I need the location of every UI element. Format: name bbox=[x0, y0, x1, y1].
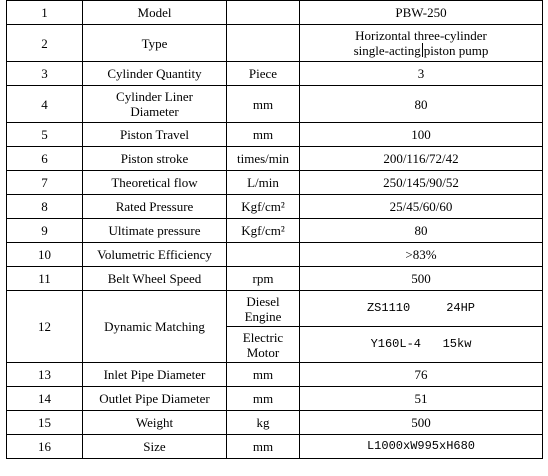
value-cell: 500 bbox=[300, 267, 543, 291]
unit-cell: mm bbox=[227, 86, 300, 123]
table-row bbox=[7, 195, 543, 219]
unit-cell: Kgf/cm² bbox=[227, 195, 300, 219]
row-number: 15 bbox=[7, 411, 83, 435]
sub-label: Motor bbox=[246, 344, 280, 360]
param-name bbox=[83, 86, 227, 123]
unit-cell: times/min bbox=[227, 147, 300, 171]
value-cell: 80 bbox=[300, 86, 543, 123]
param-name: Size bbox=[83, 435, 227, 459]
unit-cell bbox=[227, 327, 300, 363]
table-row bbox=[7, 219, 543, 243]
row-number: 16 bbox=[7, 435, 83, 459]
value-cell: 250/145/90/52 bbox=[300, 171, 543, 195]
unit-cell: L/min bbox=[227, 171, 300, 195]
table-row bbox=[7, 86, 543, 123]
row-number: 2 bbox=[7, 25, 83, 62]
table-row bbox=[7, 387, 543, 411]
table-row bbox=[7, 147, 543, 171]
table-row bbox=[7, 411, 543, 435]
row-number: 7 bbox=[7, 171, 83, 195]
value-cell: >83% bbox=[300, 243, 543, 267]
value-cell: PBW-250 bbox=[300, 1, 543, 25]
value-cell: Y160L-4 15kw bbox=[300, 327, 543, 363]
value-cell: L1000xW995xH680 bbox=[300, 435, 543, 459]
row-number: 4 bbox=[7, 86, 83, 123]
row-number: 3 bbox=[7, 62, 83, 86]
table-row bbox=[7, 363, 543, 387]
row-number: 14 bbox=[7, 387, 83, 411]
param-line: Diameter bbox=[130, 104, 179, 119]
sub-label: Diesel bbox=[246, 293, 280, 309]
spec-table bbox=[6, 0, 543, 459]
value-cell: 51 bbox=[300, 387, 543, 411]
table-row bbox=[7, 267, 543, 291]
row-number: 9 bbox=[7, 219, 83, 243]
value-line: piston pump bbox=[423, 43, 489, 58]
unit-cell: Kgf/cm² bbox=[227, 219, 300, 243]
value-cell: 100 bbox=[300, 123, 543, 147]
value-cell: 76 bbox=[300, 363, 543, 387]
unit-cell: kg bbox=[227, 411, 300, 435]
param-name: Model bbox=[83, 1, 227, 25]
unit-cell bbox=[227, 25, 300, 62]
value-line: Horizontal three-cylinder bbox=[355, 28, 487, 43]
value-line: single-acting bbox=[353, 43, 421, 58]
row-number: 8 bbox=[7, 195, 83, 219]
row-number: 13 bbox=[7, 363, 83, 387]
table-row bbox=[7, 1, 543, 25]
sub-label: Electric bbox=[242, 329, 284, 345]
value-cell: 3 bbox=[300, 62, 543, 86]
sub-label: Engine bbox=[244, 308, 282, 324]
param-name: Piston Travel bbox=[83, 123, 227, 147]
value-cell: ZS1110 24HP bbox=[300, 291, 543, 327]
param-name: Rated Pressure bbox=[83, 195, 227, 219]
param-name: Ultimate pressure bbox=[83, 219, 227, 243]
table-row bbox=[7, 171, 543, 195]
table-row bbox=[7, 435, 543, 459]
value-cell bbox=[300, 25, 543, 62]
param-name: Type bbox=[83, 25, 227, 62]
table-row bbox=[7, 62, 543, 86]
row-number: 11 bbox=[7, 267, 83, 291]
row-number: 12 bbox=[7, 291, 83, 363]
param-name: Volumetric Efficiency bbox=[83, 243, 227, 267]
table-row bbox=[7, 291, 543, 327]
row-number: 5 bbox=[7, 123, 83, 147]
value-cell: 25/45/60/60 bbox=[300, 195, 543, 219]
param-name: Belt Wheel Speed bbox=[83, 267, 227, 291]
row-number: 10 bbox=[7, 243, 83, 267]
param-name: Outlet Pipe Diameter bbox=[83, 387, 227, 411]
param-name: Theoretical flow bbox=[83, 171, 227, 195]
param-name: Cylinder Quantity bbox=[83, 62, 227, 86]
param-name: Dynamic Matching bbox=[83, 291, 227, 363]
unit-cell: mm bbox=[227, 363, 300, 387]
unit-cell bbox=[227, 243, 300, 267]
unit-cell: mm bbox=[227, 435, 300, 459]
value-cell: 500 bbox=[300, 411, 543, 435]
table-row bbox=[7, 123, 543, 147]
value-cell: 80 bbox=[300, 219, 543, 243]
param-line: Cylinder Liner bbox=[116, 89, 193, 104]
unit-cell: Piece bbox=[227, 62, 300, 86]
unit-cell: mm bbox=[227, 387, 300, 411]
unit-cell: rpm bbox=[227, 267, 300, 291]
unit-cell bbox=[227, 291, 300, 327]
param-name: Piston stroke bbox=[83, 147, 227, 171]
value-cell: 200/116/72/42 bbox=[300, 147, 543, 171]
unit-cell bbox=[227, 1, 300, 25]
text-cursor bbox=[422, 43, 423, 57]
param-name: Weight bbox=[83, 411, 227, 435]
row-number: 1 bbox=[7, 1, 83, 25]
row-number: 6 bbox=[7, 147, 83, 171]
unit-cell: mm bbox=[227, 123, 300, 147]
param-name: Inlet Pipe Diameter bbox=[83, 363, 227, 387]
table-row bbox=[7, 25, 543, 62]
table-row bbox=[7, 243, 543, 267]
